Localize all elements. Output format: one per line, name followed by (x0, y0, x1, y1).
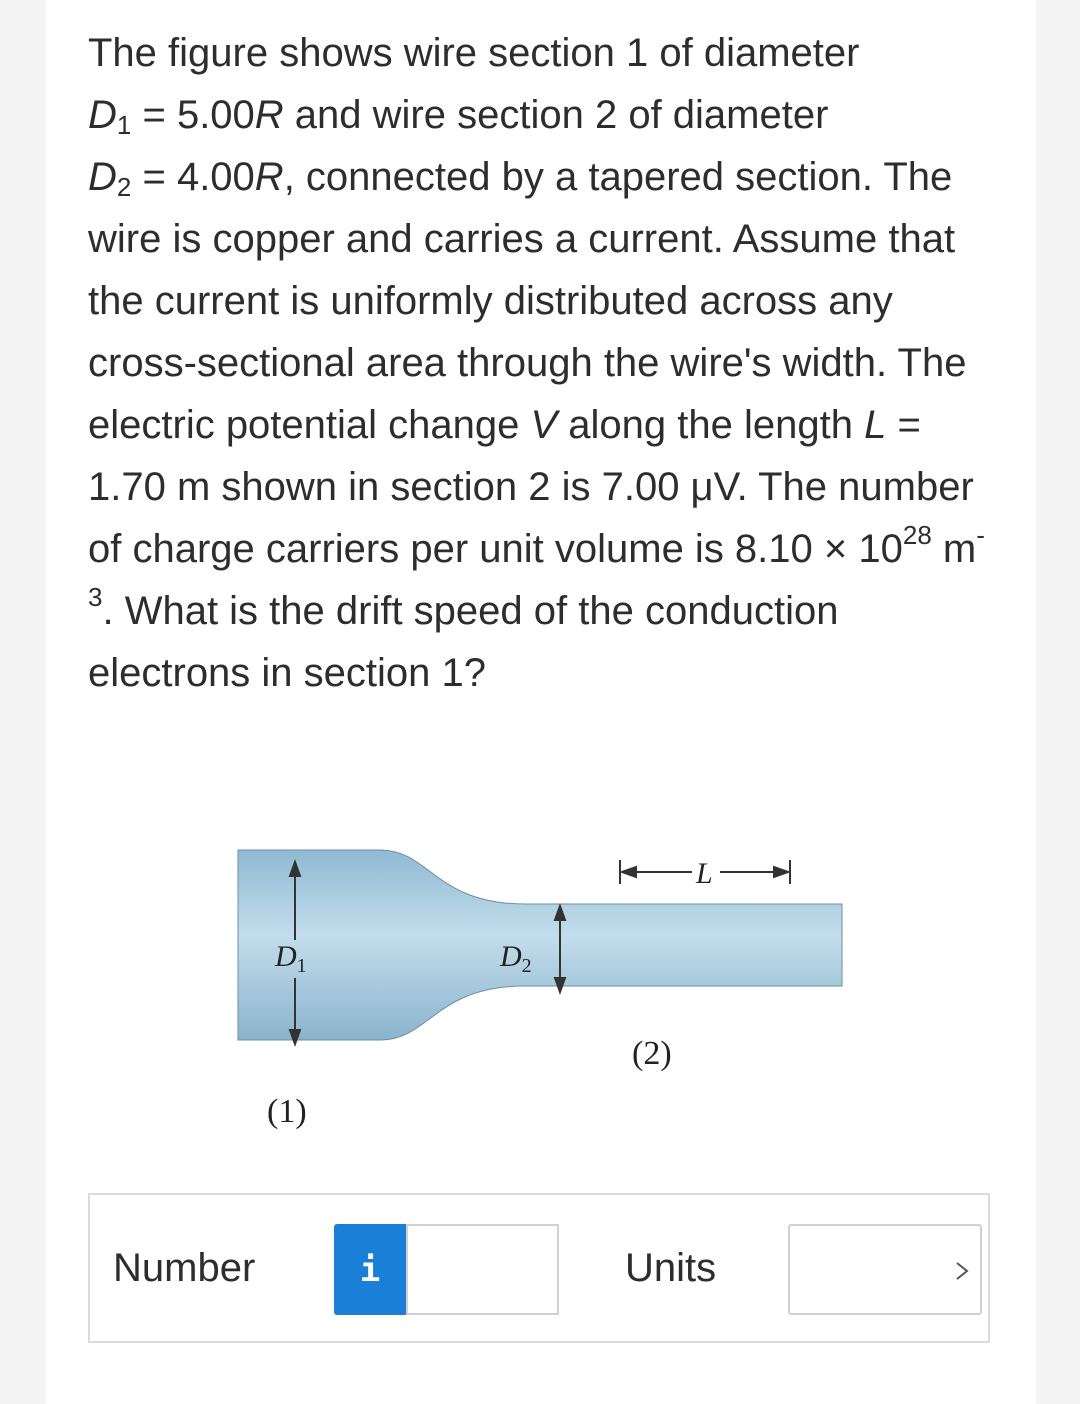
figure-label-d1: $D_1$ (275, 940, 307, 977)
v-symbol: V (530, 403, 558, 447)
wire-figure (230, 840, 850, 1140)
figure-label-d2: $D_2$ (500, 940, 532, 977)
number-label: Number (113, 1246, 256, 1290)
q-text-2: and wire section 2 of diameter (283, 93, 829, 137)
exponent-minus-3: -3 (88, 520, 985, 612)
wire-shape (238, 850, 842, 1040)
number-input[interactable] (406, 1224, 559, 1315)
chevron-right-icon (954, 1260, 970, 1282)
figure-label-l: L (696, 857, 713, 890)
l-symbol: L (864, 403, 887, 447)
d2-symbol: D (88, 155, 117, 199)
section-2-label: (2) (632, 1035, 672, 1072)
q-text-4: along the length (557, 403, 865, 447)
exponent-28: 28 (902, 520, 932, 550)
d2-r: R (254, 155, 284, 199)
section-1-label: (1) (267, 1093, 307, 1130)
d1-r: R (254, 93, 284, 137)
d1-symbol: D (88, 93, 117, 137)
q-text-7: . What is the drift speed of the conduction electrons in section 1? (88, 589, 839, 695)
d2-value: = 4.00 (131, 155, 255, 199)
q-text-1: The figure shows wire section 1 of diameter (88, 31, 860, 75)
units-label: Units (625, 1246, 717, 1290)
q-text-3: , connected by a tapered section. The wire is copper and carries a current. Assume that the current is uniformly distributed across any cross-sectional area through the wire's width. The electric potential change (88, 155, 967, 447)
d1-value: = 5.00 (131, 93, 255, 137)
q-text-5: = 1.70 m shown in section 2 is 7.00 μV. The number of charge carriers per unit volume is 8.10 × 10 (88, 403, 974, 571)
question-text (88, 22, 1008, 704)
d1-subscript: 1 (116, 110, 132, 140)
units-select[interactable] (788, 1224, 982, 1315)
info-icon[interactable]: i (334, 1224, 406, 1315)
q-text-6: m (931, 527, 977, 571)
d2-subscript: 2 (116, 172, 132, 202)
